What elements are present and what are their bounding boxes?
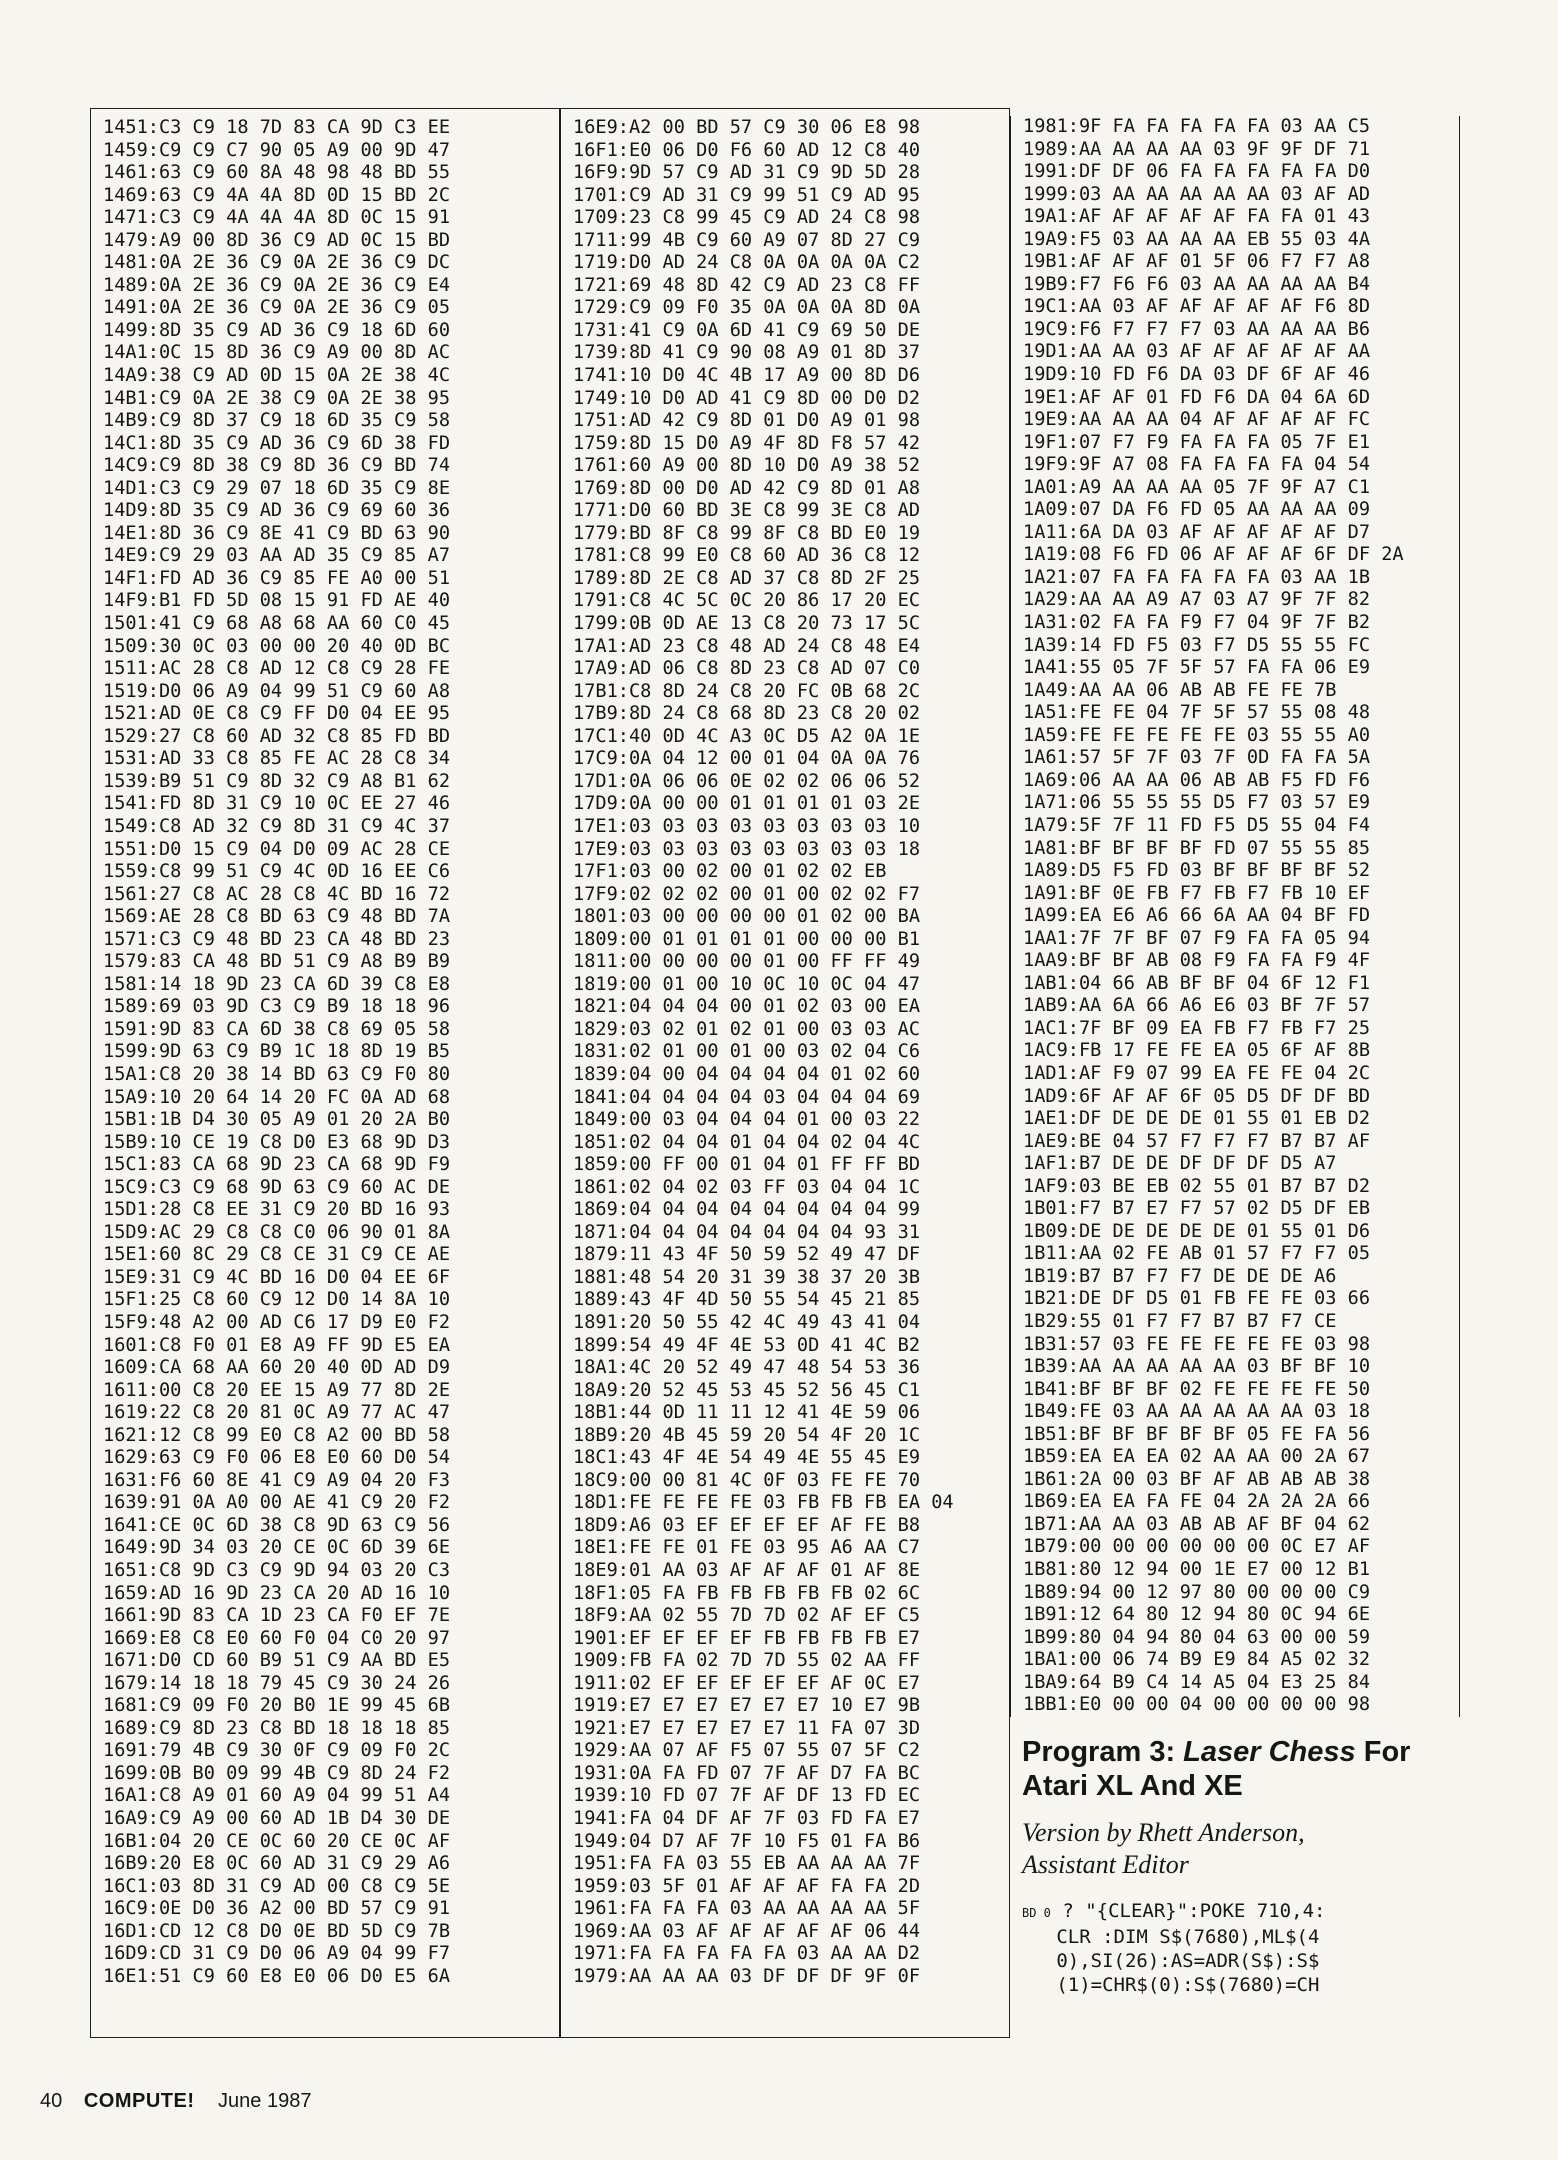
hex-line: 17C9:0A 04 12 00 01 04 0A 0A 76 bbox=[573, 748, 921, 770]
hex-line: 1939:10 FD 07 7F AF DF 13 FD EC bbox=[573, 1785, 921, 1807]
hex-line: 1839:04 00 04 04 04 04 01 02 60 bbox=[573, 1063, 921, 1085]
hex-line: 1B61:2A 00 03 BF AF AB AB AB 38 bbox=[1023, 1468, 1371, 1490]
hex-line: 1A19:08 F6 FD 06 AF AF AF 6F DF 2A bbox=[1023, 544, 1404, 566]
hex-listing-column-1 bbox=[90, 108, 560, 2038]
hex-line: 16A9:C9 A9 00 60 AD 1B D4 30 DE bbox=[103, 1808, 451, 1830]
hex-line: 1559:C8 99 51 C9 4C 0D 16 EE C6 bbox=[103, 861, 451, 883]
hex-line: 1719:D0 AD 24 C8 0A 0A 0A 0A C2 bbox=[573, 252, 921, 274]
hex-line: 1A91:BF 0E FB F7 FB F7 FB 10 EF bbox=[1023, 882, 1371, 904]
hex-line: 17E1:03 03 03 03 03 03 03 03 10 bbox=[573, 815, 921, 837]
hex-line: 18C1:43 4F 4E 54 49 4E 55 45 E9 bbox=[573, 1447, 921, 1469]
hex-line: 1619:22 C8 20 81 0C A9 77 AC 47 bbox=[103, 1402, 451, 1424]
hex-line: 1631:F6 60 8E 41 C9 A9 04 20 F3 bbox=[103, 1469, 451, 1491]
hex-line: 1461:63 C9 60 8A 48 98 48 BD 55 bbox=[103, 162, 451, 184]
hex-line: 1621:12 C8 99 E0 C8 A2 00 BD 58 bbox=[103, 1424, 451, 1446]
hex-line: 1751:AD 42 C9 8D 01 D0 A9 01 98 bbox=[573, 410, 921, 432]
hex-line: 1B09:DE DE DE DE DE 01 55 01 D6 bbox=[1023, 1220, 1371, 1242]
hex-line: 1959:03 5F 01 AF AF AF FA FA 2D bbox=[573, 1875, 921, 1897]
hex-line: 1A89:D5 F5 FD 03 BF BF BF BF 52 bbox=[1023, 860, 1371, 882]
hex-line: 15E1:60 8C 29 C8 CE 31 C9 CE AE bbox=[103, 1244, 451, 1266]
program-heading bbox=[1022, 1735, 1460, 1803]
hex-line: 1641:CE 0C 6D 38 C8 9D 63 C9 56 bbox=[103, 1514, 451, 1536]
basic-line-3: 0),SI(26):AS=ADR(S$):S$ bbox=[1022, 1949, 1320, 1972]
hex-line: 16B1:04 20 CE 0C 60 20 CE 0C AF bbox=[103, 1830, 451, 1852]
hex-line: 1789:8D 2E C8 AD 37 C8 8D 2F 25 bbox=[573, 567, 921, 589]
hex-line: 1779:BD 8F C8 99 8F C8 BD E0 19 bbox=[573, 522, 921, 544]
line-checksum: BD 0 bbox=[1022, 1905, 1051, 1920]
hex-line: 1AD9:6F AF AF 6F 05 D5 DF DF BD bbox=[1023, 1085, 1371, 1107]
hex-line: 1601:C8 F0 01 E8 A9 FF 9D E5 EA bbox=[103, 1334, 451, 1356]
hex-line: 1809:00 01 01 01 01 00 00 00 B1 bbox=[573, 928, 921, 950]
hex-line: 1B49:FE 03 AA AA AA AA AA 03 18 bbox=[1023, 1401, 1371, 1423]
hex-line: 1829:03 02 01 02 01 00 03 03 AC bbox=[573, 1018, 921, 1040]
hex-line: 15A9:10 20 64 14 20 FC 0A AD 68 bbox=[103, 1086, 451, 1108]
hex-line: 1A29:AA AA A9 A7 03 A7 9F 7F 82 bbox=[1023, 589, 1371, 611]
hex-line: 16E1:51 C9 60 E8 E0 06 D0 E5 6A bbox=[103, 1965, 451, 1987]
hex-line: 1B29:55 01 F7 F7 B7 B7 F7 CE bbox=[1023, 1310, 1337, 1332]
hex-line: 16A1:C8 A9 01 60 A9 04 99 51 A4 bbox=[103, 1785, 451, 1807]
hex-line: 1AE9:BE 04 57 F7 F7 F7 B7 B7 AF bbox=[1023, 1130, 1371, 1152]
hex-line: 1931:0A FA FD 07 7F AF D7 FA BC bbox=[573, 1762, 921, 1784]
hex-line: 1669:E8 C8 E0 60 F0 04 C0 20 97 bbox=[103, 1627, 451, 1649]
hex-line: 1851:02 04 04 01 04 04 02 04 4C bbox=[573, 1131, 921, 1153]
hex-line: 1941:FA 04 DF AF 7F 03 FD FA E7 bbox=[573, 1808, 921, 1830]
hex-line: 19F9:9F A7 08 FA FA FA FA 04 54 bbox=[1023, 454, 1371, 476]
hex-line: 1479:A9 00 8D 36 C9 AD 0C 15 BD bbox=[103, 229, 451, 251]
hex-line: 19A9:F5 03 AA AA AA EB 55 03 4A bbox=[1023, 228, 1371, 250]
hex-line: 1611:00 C8 20 EE 15 A9 77 8D 2E bbox=[103, 1379, 451, 1401]
byline-author: Version by Rhett Anderson, bbox=[1022, 1817, 1305, 1847]
hex-line: 19C1:AA 03 AF AF AF AF AF F6 8D bbox=[1023, 296, 1371, 318]
hex-line: 18D1:FE FE FE FE 03 FB FB FB EA 04 bbox=[573, 1492, 954, 1514]
hex-line: 1891:20 50 55 42 4C 49 43 41 04 bbox=[573, 1311, 921, 1333]
hex-line: 19C9:F6 F7 F7 F7 03 AA AA AA B6 bbox=[1023, 318, 1371, 340]
basic-line-1: ? "{CLEAR}":POKE 710,4: bbox=[1050, 1899, 1326, 1922]
hex-line: 16C1:03 8D 31 C9 AD 00 C8 C9 5E bbox=[103, 1875, 451, 1897]
hex-line: 1A01:A9 AA AA AA 05 7F 9F A7 C1 bbox=[1023, 476, 1371, 498]
hex-line: 1989:AA AA AA AA 03 9F 9F DF 71 bbox=[1023, 138, 1371, 160]
hex-line: 1609:CA 68 AA 60 20 40 0D AD D9 bbox=[103, 1357, 451, 1379]
hex-line: 14A9:38 C9 AD 0D 15 0A 2E 38 4C bbox=[103, 365, 451, 387]
hex-line: 1541:FD 8D 31 C9 10 0C EE 27 46 bbox=[103, 793, 451, 815]
hex-line: 14F1:FD AD 36 C9 85 FE A0 00 51 bbox=[103, 567, 451, 589]
hex-line: 1579:83 CA 48 BD 51 C9 A8 B9 B9 bbox=[103, 951, 451, 973]
hex-line: 1471:C3 C9 4A 4A 4A 8D 0C 15 91 bbox=[103, 207, 451, 229]
hex-line: 1551:D0 15 C9 04 D0 09 AC 28 CE bbox=[103, 838, 451, 860]
hex-line: 1671:D0 CD 60 B9 51 C9 AA BD E5 bbox=[103, 1650, 451, 1672]
hex-line: 1561:27 C8 AC 28 C8 4C BD 16 72 bbox=[103, 883, 451, 905]
hex-line: 1A31:02 FA FA F9 F7 04 9F 7F B2 bbox=[1023, 612, 1371, 634]
hex-line: 1761:60 A9 00 8D 10 D0 A9 38 52 bbox=[573, 455, 921, 477]
hex-line: 15C9:C3 C9 68 9D 63 C9 60 AC DE bbox=[103, 1176, 451, 1198]
hex-line: 1B11:AA 02 FE AB 01 57 F7 F7 05 bbox=[1023, 1243, 1371, 1265]
hex-line: 15A1:C8 20 38 14 BD 63 C9 F0 80 bbox=[103, 1063, 451, 1085]
hex-line: 1AF1:B7 DE DE DF DF DF D5 A7 bbox=[1023, 1153, 1337, 1175]
hex-line: 1B39:AA AA AA AA AA 03 BF BF 10 bbox=[1023, 1356, 1371, 1378]
hex-line: 1771:D0 60 BD 3E C8 99 3E C8 AD bbox=[573, 500, 921, 522]
hex-line: 15B9:10 CE 19 C8 D0 E3 68 9D D3 bbox=[103, 1131, 451, 1153]
hex-line: 1679:14 18 18 79 45 C9 30 24 26 bbox=[103, 1672, 451, 1694]
hex-line: 1629:63 C9 F0 06 E8 E0 60 D0 54 bbox=[103, 1447, 451, 1469]
hex-line: 1639:91 0A A0 00 AE 41 C9 20 F2 bbox=[103, 1492, 451, 1514]
hex-line: 1B81:80 12 94 00 1E E7 00 12 B1 bbox=[1023, 1559, 1371, 1580]
hex-line: 18F1:05 FA FB FB FB FB FB 02 6C bbox=[573, 1582, 921, 1604]
hex-line: 17C1:40 0D 4C A3 0C D5 A2 0A 1E bbox=[573, 725, 921, 747]
hex-line: 1A59:FE FE FE FE FE 03 55 55 A0 bbox=[1023, 724, 1371, 746]
hex-line: 19E1:AF AF 01 FD F6 DA 04 6A 6D bbox=[1023, 386, 1371, 408]
hex-line: 1489:0A 2E 36 C9 0A 2E 36 C9 E4 bbox=[103, 274, 451, 296]
hex-line: 1531:AD 33 C8 85 FE AC 28 C8 34 bbox=[103, 748, 451, 770]
hex-line: 1AE1:DF DE DE DE 01 55 01 EB D2 bbox=[1023, 1108, 1371, 1130]
hex-line: 17B9:8D 24 C8 68 8D 23 C8 20 02 bbox=[573, 703, 921, 725]
hex-line: 14F9:B1 FD 5D 08 15 91 FD AE 40 bbox=[103, 590, 451, 612]
hex-line: 18F9:AA 02 55 7D 7D 02 AF EF C5 bbox=[573, 1605, 921, 1627]
hex-line: 18E9:01 AA 03 AF AF AF 01 AF 8E bbox=[573, 1560, 921, 1581]
hex-line: 19D9:10 FD F6 DA 03 DF 6F AF 46 bbox=[1023, 364, 1371, 386]
hex-line: 1A41:55 05 7F 5F 57 FA FA 06 E9 bbox=[1023, 657, 1371, 679]
hex-line: 1A39:14 FD F5 03 F7 D5 55 55 FC bbox=[1023, 634, 1371, 656]
basic-line-2: CLR :DIM S$(7680),ML$(4 bbox=[1022, 1925, 1320, 1948]
hex-line: 1919:E7 E7 E7 E7 E7 E7 10 E7 9B bbox=[573, 1695, 921, 1717]
hex-line: 1871:04 04 04 04 04 04 04 93 31 bbox=[573, 1221, 921, 1243]
hex-line: 17B1:C8 8D 24 C8 20 FC 0B 68 2C bbox=[573, 680, 921, 702]
hex-line: 1769:8D 00 D0 AD 42 C9 8D 01 A8 bbox=[573, 477, 921, 499]
hex-line: 14C9:C9 8D 38 C9 8D 36 C9 BD 74 bbox=[103, 455, 451, 477]
hex-line: 1699:0B B0 09 99 4B C9 8D 24 F2 bbox=[103, 1762, 451, 1784]
hex-line: 1499:8D 35 C9 AD 36 C9 18 6D 60 bbox=[103, 319, 451, 341]
hex-line: 1709:23 C8 99 45 C9 AD 24 C8 98 bbox=[573, 207, 921, 229]
hex-line: 19D1:AA AA 03 AF AF AF AF AF AA bbox=[1023, 341, 1371, 363]
hex-line: 1741:10 D0 4C 4B 17 A9 00 8D D6 bbox=[573, 365, 921, 387]
hex-line: 17F9:02 02 02 00 01 00 02 02 F7 bbox=[573, 883, 921, 905]
hex-line: 1949:04 D7 AF 7F 10 F5 01 FA B6 bbox=[573, 1830, 921, 1852]
hex-line: 19B9:F7 F6 F6 03 AA AA AA AA B4 bbox=[1023, 273, 1371, 295]
byline-role: Assistant Editor bbox=[1022, 1849, 1189, 1879]
hex-line: 1AC1:7F BF 09 EA FB F7 FB F7 25 bbox=[1023, 1017, 1371, 1039]
hex-line: 1721:69 48 8D 42 C9 AD 23 C8 FF bbox=[573, 274, 921, 296]
hex-line: 1981:9F FA FA FA FA FA 03 AA C5 bbox=[1023, 116, 1371, 137]
hex-line: 1909:FB FA 02 7D 7D 55 02 AA FF bbox=[573, 1650, 921, 1672]
hex-line: 1521:AD 0E C8 C9 FF D0 04 EE 95 bbox=[103, 703, 451, 725]
hex-line: 1B51:BF BF BF BF BF 05 FE FA 56 bbox=[1023, 1423, 1371, 1445]
hex-line: 1701:C9 AD 31 C9 99 51 C9 AD 95 bbox=[573, 184, 921, 206]
hex-line: 1B91:12 64 80 12 94 80 0C 94 6E bbox=[1023, 1604, 1371, 1626]
hex-line: 1689:C9 8D 23 C8 BD 18 18 18 85 bbox=[103, 1717, 451, 1739]
hex-line: 1979:AA AA AA 03 DF DF DF 9F 0F bbox=[573, 1965, 921, 1987]
hex-line: 1AF9:03 BE EB 02 55 01 B7 B7 D2 bbox=[1023, 1175, 1371, 1197]
hex-line: 1B71:AA AA 03 AB AB AF BF 04 62 bbox=[1023, 1513, 1371, 1535]
hex-lines-column-3 bbox=[1010, 116, 1460, 1717]
hex-line: 15D1:28 C8 EE 31 C9 20 BD 16 93 bbox=[103, 1199, 451, 1221]
hex-line: 1651:C8 9D C3 C9 9D 94 03 20 C3 bbox=[103, 1560, 451, 1581]
hex-line: 1819:00 01 00 10 0C 10 0C 04 47 bbox=[573, 973, 921, 995]
hex-line: 1AD1:AF F9 07 99 EA FE FE 04 2C bbox=[1023, 1062, 1371, 1084]
hex-line: 1801:03 00 00 00 00 01 02 00 BA bbox=[573, 906, 921, 928]
hex-line: 18D9:A6 03 EF EF EF EF AF FE B8 bbox=[573, 1514, 921, 1536]
hex-line: 1961:FA FA FA 03 AA AA AA AA 5F bbox=[573, 1898, 921, 1920]
program-title: Laser Chess bbox=[1183, 1735, 1356, 1768]
hex-line: 1999:03 AA AA AA AA AA 03 AF AD bbox=[1023, 183, 1371, 205]
hex-line: 1869:04 04 04 04 04 04 04 04 99 bbox=[573, 1199, 921, 1221]
hex-line: 1B69:EA EA FA FE 04 2A 2A 2A 66 bbox=[1023, 1491, 1371, 1513]
hex-line: 1481:0A 2E 36 C9 0A 2E 36 C9 DC bbox=[103, 252, 451, 274]
hex-line: 17E9:03 03 03 03 03 03 03 03 18 bbox=[573, 838, 921, 860]
hex-line: 14C1:8D 35 C9 AD 36 C9 6D 38 FD bbox=[103, 432, 451, 454]
hex-line: 1881:48 54 20 31 39 38 37 20 3B bbox=[573, 1266, 921, 1288]
hex-line: 1AC9:FB 17 FE FE EA 05 6F AF 8B bbox=[1023, 1040, 1371, 1062]
hex-line: 15E9:31 C9 4C BD 16 D0 04 EE 6F bbox=[103, 1266, 451, 1288]
hex-line: 1659:AD 16 9D 23 CA 20 AD 16 10 bbox=[103, 1582, 451, 1604]
hex-line: 1729:C9 09 F0 35 0A 0A 0A 8D 0A bbox=[573, 297, 921, 319]
hex-line: 1A11:6A DA 03 AF AF AF AF AF D7 bbox=[1023, 521, 1371, 543]
hex-line: 1A69:06 AA AA 06 AB AB F5 FD F6 bbox=[1023, 769, 1371, 791]
hex-line: 1B19:B7 B7 F7 F7 DE DE DE A6 bbox=[1023, 1265, 1337, 1287]
hex-line: 1459:C9 C9 C7 90 05 A9 00 9D 47 bbox=[103, 139, 451, 161]
hex-line: 1469:63 C9 4A 4A 8D 0D 15 BD 2C bbox=[103, 184, 451, 206]
hex-line: 1AA9:BF BF AB 08 F9 FA FA F9 4F bbox=[1023, 950, 1371, 972]
hex-listing-column-3 bbox=[1010, 108, 1460, 2038]
hex-line: 14B1:C9 0A 2E 38 C9 0A 2E 38 95 bbox=[103, 387, 451, 409]
hex-line: 1A81:BF BF BF BF FD 07 55 55 85 bbox=[1023, 837, 1371, 859]
hex-line: 1711:99 4B C9 60 A9 07 8D 27 C9 bbox=[573, 229, 921, 251]
hex-line: 1581:14 18 9D 23 CA 6D 39 C8 E8 bbox=[103, 973, 451, 995]
hex-line: 19B1:AF AF AF 01 5F 06 F7 F7 A8 bbox=[1023, 251, 1371, 273]
hex-line: 1951:FA FA 03 55 EB AA AA AA 7F bbox=[573, 1853, 921, 1875]
program-platform: For Atari XL And XE bbox=[1022, 1735, 1411, 1802]
hex-line: 1509:30 0C 03 00 00 20 40 0D BC bbox=[103, 635, 451, 657]
hex-line: 1AB1:04 66 AB BF BF 04 6F 12 F1 bbox=[1023, 972, 1371, 994]
hex-line: 17F1:03 00 02 00 01 02 02 EB bbox=[573, 861, 887, 883]
hex-line: 1861:02 04 02 03 FF 03 04 04 1C bbox=[573, 1176, 921, 1198]
hex-line: 17A9:AD 06 C8 8D 23 C8 AD 07 C0 bbox=[573, 658, 921, 680]
hex-line: 1929:AA 07 AF F5 07 55 07 5F C2 bbox=[573, 1740, 921, 1762]
hex-line: 1BB1:E0 00 00 04 00 00 00 00 98 bbox=[1023, 1694, 1371, 1716]
hex-line: 1BA9:64 B9 C4 14 A5 04 E3 25 84 bbox=[1023, 1671, 1371, 1693]
hex-line: 1BA1:00 06 74 B9 E9 84 A5 02 32 bbox=[1023, 1649, 1371, 1671]
hex-line: 1841:04 04 04 04 03 04 04 04 69 bbox=[573, 1086, 921, 1108]
hex-line: 1691:79 4B C9 30 0F C9 09 F0 2C bbox=[103, 1740, 451, 1762]
hex-line: 1B31:57 03 FE FE FE FE FE 03 98 bbox=[1023, 1333, 1371, 1355]
hex-line: 1A99:EA E6 A6 66 6A AA 04 BF FD bbox=[1023, 905, 1371, 927]
issue-date: June 1987 bbox=[218, 2090, 312, 2112]
hex-line: 18B9:20 4B 45 59 20 54 4F 20 1C bbox=[573, 1424, 921, 1446]
hex-line: 14D9:8D 35 C9 AD 36 C9 69 60 36 bbox=[103, 500, 451, 522]
hex-line: 16C9:0E D0 36 A2 00 BD 57 C9 91 bbox=[103, 1898, 451, 1920]
program-number: Program 3: bbox=[1022, 1735, 1184, 1768]
hex-line: 1A09:07 DA F6 FD 05 AA AA AA 09 bbox=[1023, 499, 1371, 521]
hex-line: 15C1:83 CA 68 9D 23 CA 68 9D F9 bbox=[103, 1154, 451, 1176]
hex-line: 1799:0B 0D AE 13 C8 20 73 17 5C bbox=[573, 613, 921, 635]
hex-line: 1661:9D 83 CA 1D 23 CA F0 EF 7E bbox=[103, 1605, 451, 1627]
hex-line: 1B21:DE DF D5 01 FB FE FE 03 66 bbox=[1023, 1288, 1371, 1310]
hex-line: 17A1:AD 23 C8 48 AD 24 C8 48 E4 bbox=[573, 635, 921, 657]
hex-line: 1749:10 D0 AD 41 C9 8D 00 D0 D2 bbox=[573, 387, 921, 409]
hex-line: 1A61:57 5F 7F 03 7F 0D FA FA 5A bbox=[1023, 747, 1371, 769]
hex-line: 1519:D0 06 A9 04 99 51 C9 60 A8 bbox=[103, 680, 451, 702]
hex-line: 1649:9D 34 03 20 CE 0C 6D 39 6E bbox=[103, 1537, 451, 1559]
hex-line: 19A1:AF AF AF AF AF FA FA 01 43 bbox=[1023, 206, 1371, 228]
hex-line: 15D9:AC 29 C8 C8 C0 06 90 01 8A bbox=[103, 1221, 451, 1243]
hex-line: 1A21:07 FA FA FA FA FA 03 AA 1B bbox=[1023, 566, 1371, 588]
hex-line: 15F1:25 C8 60 C9 12 D0 14 8A 10 bbox=[103, 1289, 451, 1311]
hex-line: 1811:00 00 00 00 01 00 FF FF 49 bbox=[573, 951, 921, 973]
hex-line: 1791:C8 4C 5C 0C 20 86 17 20 EC bbox=[573, 590, 921, 612]
hex-line: 16D9:CD 31 C9 D0 06 A9 04 99 F7 bbox=[103, 1943, 451, 1965]
hex-line: 1511:AC 28 C8 AD 12 C8 C9 28 FE bbox=[103, 658, 451, 680]
hex-line: 1B89:94 00 12 97 80 00 00 00 C9 bbox=[1023, 1581, 1371, 1603]
hex-line: 15B1:1B D4 30 05 A9 01 20 2A B0 bbox=[103, 1109, 451, 1131]
hex-line: 1B01:F7 B7 E7 F7 57 02 D5 DF EB bbox=[1023, 1198, 1371, 1220]
hex-line: 1501:41 C9 68 A8 68 AA 60 C0 45 bbox=[103, 613, 451, 635]
hex-line: 18C9:00 00 81 4C 0F 03 FE FE 70 bbox=[573, 1469, 921, 1491]
hex-line: 19E9:AA AA AA 04 AF AF AF AF FC bbox=[1023, 409, 1371, 431]
hex-line: 1849:00 03 04 04 04 01 00 03 22 bbox=[573, 1109, 921, 1131]
hex-line: 1879:11 43 4F 50 59 52 49 47 DF bbox=[573, 1244, 921, 1266]
hex-line: 1681:C9 09 F0 20 B0 1E 99 45 6B bbox=[103, 1695, 451, 1717]
hex-line: 1A51:FE FE 04 7F 5F 57 55 08 48 bbox=[1023, 702, 1371, 724]
page-number: 40 bbox=[40, 2090, 63, 2112]
hex-line: 1781:C8 99 E0 C8 60 AD 36 C8 12 bbox=[573, 545, 921, 567]
hex-line: 1971:FA FA FA FA FA 03 AA AA D2 bbox=[573, 1943, 921, 1965]
hex-line: 1B99:80 04 94 80 04 63 00 00 59 bbox=[1023, 1626, 1371, 1648]
hex-line: 14B9:C9 8D 37 C9 18 6D 35 C9 58 bbox=[103, 410, 451, 432]
hex-line: 18A1:4C 20 52 49 47 48 54 53 36 bbox=[573, 1357, 921, 1379]
hex-line: 1A71:06 55 55 55 D5 F7 03 57 E9 bbox=[1023, 792, 1371, 814]
hex-line: 1539:B9 51 C9 8D 32 C9 A8 B1 62 bbox=[103, 770, 451, 792]
hex-line: 1969:AA 03 AF AF AF AF AF 06 44 bbox=[573, 1920, 921, 1942]
basic-listing bbox=[1022, 1899, 1460, 1997]
basic-line-4: (1)=CHR$(0):S$(7680)=CH bbox=[1022, 1973, 1320, 1996]
byline bbox=[1022, 1817, 1460, 1881]
hex-line: 1921:E7 E7 E7 E7 E7 11 FA 07 3D bbox=[573, 1717, 921, 1739]
hex-listing-column-2 bbox=[560, 108, 1010, 2038]
hex-line: 1739:8D 41 C9 90 08 A9 01 8D 37 bbox=[573, 342, 921, 364]
hex-line: 1B79:00 00 00 00 00 00 0C E7 AF bbox=[1023, 1536, 1371, 1558]
hex-line: 1911:02 EF EF EF EF EF AF 0C E7 bbox=[573, 1672, 921, 1694]
hex-line: 1451:C3 C9 18 7D 83 CA 9D C3 EE bbox=[103, 117, 451, 138]
hex-line: 18B1:44 0D 11 11 12 41 4E 59 06 bbox=[573, 1402, 921, 1424]
hex-line: 1759:8D 15 D0 A9 4F 8D F8 57 42 bbox=[573, 432, 921, 454]
hex-line: 17D9:0A 00 00 01 01 01 01 03 2E bbox=[573, 793, 921, 815]
hex-line: 16D1:CD 12 C8 D0 0E BD 5D C9 7B bbox=[103, 1920, 451, 1942]
hex-line: 1589:69 03 9D C3 C9 B9 18 18 96 bbox=[103, 996, 451, 1018]
hex-line: 1B59:EA EA EA 02 AA AA 00 2A 67 bbox=[1023, 1446, 1371, 1468]
hex-line: 14A1:0C 15 8D 36 C9 A9 00 8D AC bbox=[103, 342, 451, 364]
hex-line: 1AB9:AA 6A 66 A6 E6 03 BF 7F 57 bbox=[1023, 995, 1371, 1017]
hex-line: 18E1:FE FE 01 FE 03 95 A6 AA C7 bbox=[573, 1537, 921, 1559]
hex-line: 1571:C3 C9 48 BD 23 CA 48 BD 23 bbox=[103, 928, 451, 950]
magazine-name: COMPUTE! bbox=[83, 2090, 195, 2112]
hex-line: 1AA1:7F 7F BF 07 F9 FA FA 05 94 bbox=[1023, 927, 1371, 949]
hex-line: 16E9:A2 00 BD 57 C9 30 06 E8 98 bbox=[573, 117, 921, 138]
hex-line: 14D1:C3 C9 29 07 18 6D 35 C9 8E bbox=[103, 477, 451, 499]
hex-line: 17D1:0A 06 06 0E 02 02 06 06 52 bbox=[573, 770, 921, 792]
hex-line: 16F1:E0 06 D0 F6 60 AD 12 C8 40 bbox=[573, 139, 921, 161]
hex-line: 1599:9D 63 C9 B9 1C 18 8D 19 B5 bbox=[103, 1041, 451, 1063]
hex-line: 1731:41 C9 0A 6D 41 C9 69 50 DE bbox=[573, 319, 921, 341]
hex-line: 1A49:AA AA 06 AB AB FE FE 7B bbox=[1023, 679, 1337, 701]
hex-line: 15F9:48 A2 00 AD C6 17 D9 E0 F2 bbox=[103, 1311, 451, 1333]
hex-line: 1491:0A 2E 36 C9 0A 2E 36 C9 05 bbox=[103, 297, 451, 319]
hex-line: 1549:C8 AD 32 C9 8D 31 C9 4C 37 bbox=[103, 815, 451, 837]
hex-line: 1A79:5F 7F 11 FD F5 D5 55 04 F4 bbox=[1023, 814, 1371, 836]
hex-line: 16F9:9D 57 C9 AD 31 C9 9D 5D 28 bbox=[573, 162, 921, 184]
hex-line: 1889:43 4F 4D 50 55 54 45 21 85 bbox=[573, 1289, 921, 1311]
hex-line: 1529:27 C8 60 AD 32 C8 85 FD BD bbox=[103, 725, 451, 747]
hex-line: 1991:DF DF 06 FA FA FA FA FA D0 bbox=[1023, 161, 1371, 183]
hex-line: 14E9:C9 29 03 AA AD 35 C9 85 A7 bbox=[103, 545, 451, 567]
hex-line: 1899:54 49 4F 4E 53 0D 41 4C B2 bbox=[573, 1334, 921, 1356]
hex-line: 1901:EF EF EF EF FB FB FB FB E7 bbox=[573, 1627, 921, 1649]
hex-line: 1B41:BF BF BF 02 FE FE FE FE 50 bbox=[1023, 1378, 1371, 1400]
hex-line: 18A9:20 52 45 53 45 52 56 45 C1 bbox=[573, 1379, 921, 1401]
hex-line: 1859:00 FF 00 01 04 01 FF FF BD bbox=[573, 1154, 921, 1176]
hex-line: 16B9:20 E8 0C 60 AD 31 C9 29 A6 bbox=[103, 1853, 451, 1875]
hex-line: 1831:02 01 00 01 00 03 02 04 C6 bbox=[573, 1041, 921, 1063]
hex-line: 1591:9D 83 CA 6D 38 C8 69 05 58 bbox=[103, 1018, 451, 1040]
hex-line: 1569:AE 28 C8 BD 63 C9 48 BD 7A bbox=[103, 906, 451, 928]
hex-line: 1821:04 04 04 00 01 02 03 00 EA bbox=[573, 996, 921, 1018]
hex-line: 19F1:07 F7 F9 FA FA FA 05 7F E1 bbox=[1023, 431, 1371, 453]
page-footer bbox=[40, 2090, 311, 2113]
hex-line: 14E1:8D 36 C9 8E 41 C9 BD 63 90 bbox=[103, 522, 451, 544]
